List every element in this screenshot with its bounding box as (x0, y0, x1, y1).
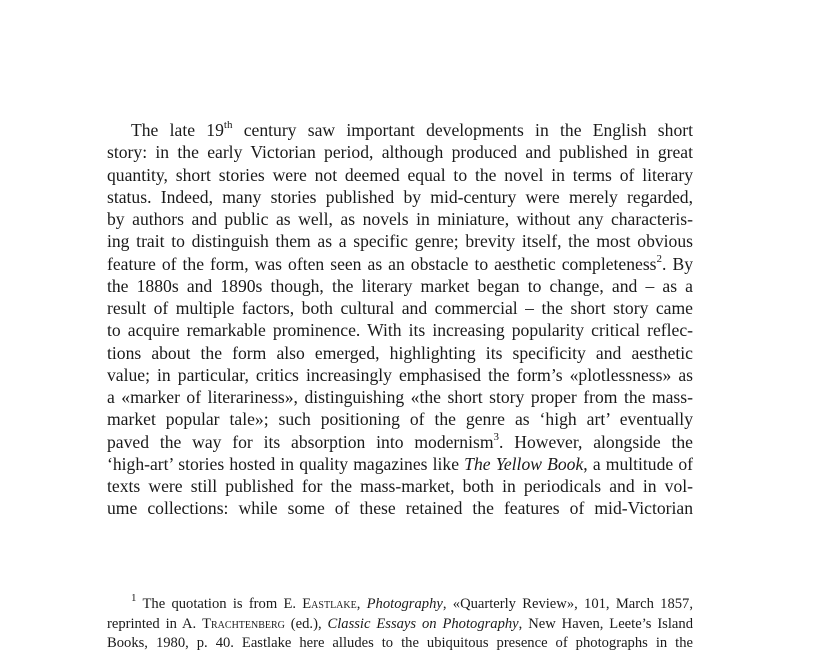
text-line: the 1880s and 1890s though, the literary market began to change, and – as a (107, 275, 693, 296)
footnotes (107, 592, 693, 654)
text-line: market popular tale»; such positioning of the genre as ‘high art’ eventually (107, 409, 693, 430)
footnote-line: $^1$ The quotation is from E. Eastlake, Photography, «Quarterly Review», 101, March 1857, (131, 592, 693, 612)
text-line: status. Indeed, many stories published by mid-century were merely regarded, (107, 186, 693, 207)
footnote-line: reprinted in A. Trachtenberg (ed.), Classic Essays on Photography, New Haven, Leete’s Island (107, 615, 693, 632)
text-line: to acquire remarkable prominence. With its increasing popularity critical reflec- (107, 320, 693, 341)
footnote-number: 1 (131, 592, 137, 605)
text-line: quantity, short stories were not deemed equal to the novel in terms of literary (107, 164, 693, 185)
text-line: ume collections: while some of these retained the features of mid-Victorian (107, 498, 693, 519)
text-line: texts were still published for the mass-market, both in periodicals and in vol- (107, 476, 693, 496)
text-line: paved the way for its absorption into modernism$^3$. However, alongside the (107, 430, 693, 452)
text-line: feature of the form, was often seen as an obstacle to aesthetic completeness$^2$. By (107, 252, 693, 274)
italic-title: The Yellow Book (464, 453, 584, 474)
footnote-line: Books, 1980, p. 40. Eastlake here alludes to the ubiquitous presence of photographs in the (107, 635, 693, 651)
text-line: ing trait to distinguish them as a specific genre; brevity itself, the most obvious (107, 231, 693, 252)
text-line: story: in the early Victorian period, although produced and published in great (107, 142, 693, 163)
text-line: by authors and public as well, as novels in miniature, without any characteris- (107, 209, 693, 229)
footnote-ref-2: 2 (656, 252, 663, 265)
body-paragraph (107, 119, 693, 520)
text-line: ‘high-art’ stories hosted in quality magazines like The Yellow Book, a multitude of (107, 453, 694, 474)
text-line: a «marker of literariness», distinguishing «the short story proper from the mass- (107, 387, 693, 407)
text-line: result of multiple factors, both cultural and commercial – the short story came (107, 298, 693, 318)
text-line: The late 19th century saw important developments in the English short (131, 119, 693, 140)
superscript-th: th (223, 119, 233, 132)
footnote-ref-3: 3 (493, 430, 500, 443)
text-line: tions about the form also emerged, highlighting its specificity and aesthetic (107, 342, 693, 363)
text-line: value; in particular, critics increasingly emphasised the form’s «plotlessness» as (107, 364, 693, 385)
